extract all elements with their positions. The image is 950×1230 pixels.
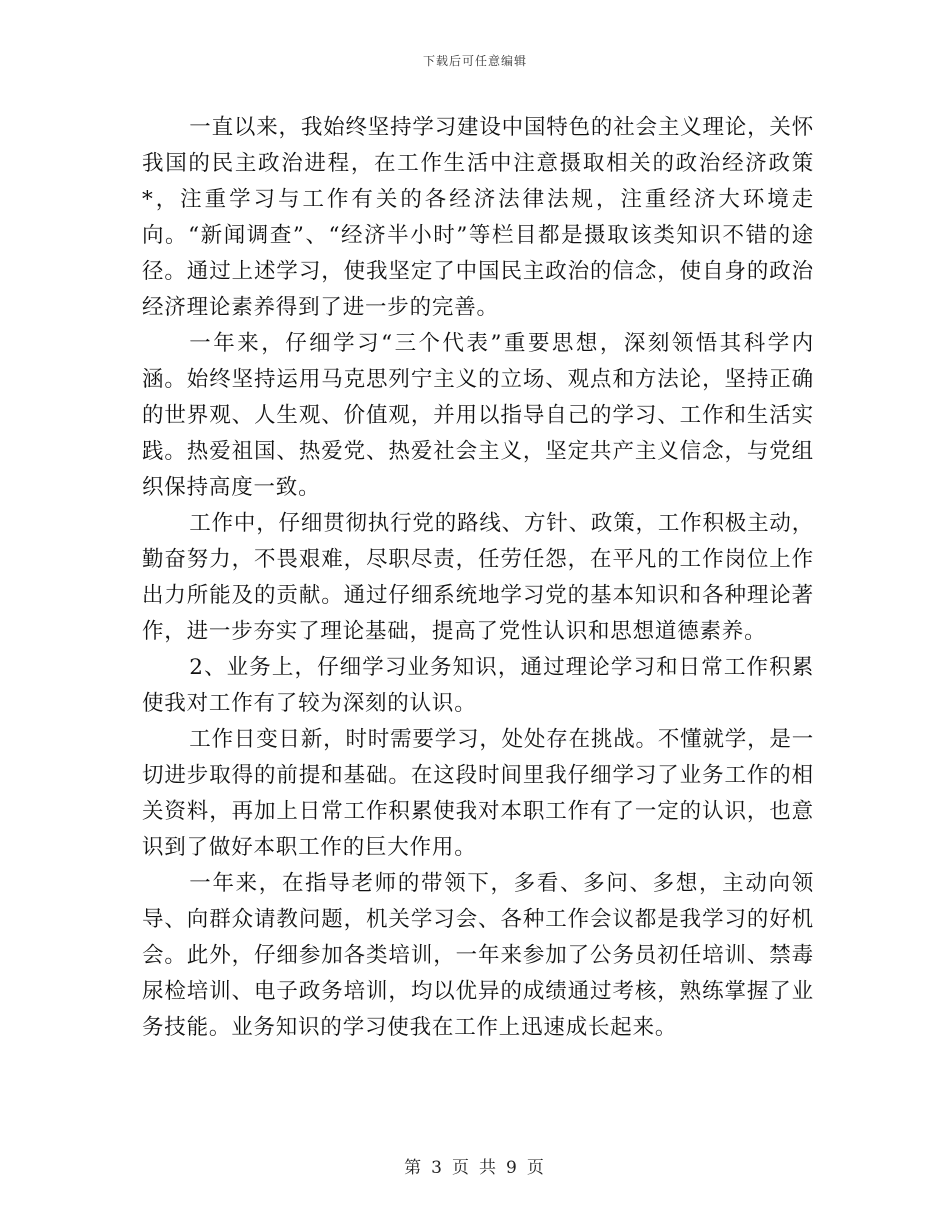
- paragraph: 工作日变日新，时时需要学习，处处存在挑战。不懂就学，是一切进步取得的前提和基础。在这段时间里我仔细学习了业务工作的相关资料，再加上日常工作积累使我对本职工作有了一定的认识，也意识到了做好本职工作的巨大作用。: [142, 727, 814, 860]
- paragraph: 一年来，在指导老师的带领下，多看、多问、多想，主动向领导、向群众请教问题，机关学习会、各种工作会议都是我学习的好机会。此外，仔细参加各类培训，一年来参加了公务员初任培训、禁毒尿检培训、电子政务培训，均以优异的成绩通过考核，熟练掌握了业务技能。业务知识的学习使我在工作上迅速成长起来。: [142, 871, 814, 1040]
- page-header: 下载后可任意编辑: [422, 54, 527, 68]
- footer-total-word: 共: [479, 1158, 498, 1178]
- footer-suffix: 页: [526, 1158, 546, 1178]
- footer-prefix: 第: [404, 1158, 424, 1178]
- paragraph: 一直以来，我始终坚持学习建设中国特色的社会主义理论，关怀我国的民主政治进程，在工作生活中注意摄取相关的政治经济政策*，注重学习与工作有关的各经济法律法规，注重经济大环境走向。“新闻调查”、“经济半小时”等栏目都是摄取该类知识不错的途径。通过上述学习，使我坚定了中国民主政治的信念，使自身的政治经济理论素养得到了进一步的完善。: [142, 115, 814, 320]
- total-pages-number: 9: [506, 1158, 519, 1178]
- paragraph: 2、业务上，仔细学习业务知识，通过理论学习和日常工作积累使我对工作有了较为深刻的认识。: [142, 655, 814, 716]
- page-footer: [0, 1153, 950, 1178]
- paragraph: 一年来，仔细学习“三个代表”重要思想，深刻领悟其科学内涵。始终坚持运用马克思列宁主义的立场、观点和方法论，坚持正确的世界观、人生观、价值观，并用以指导自己的学习、工作和生活实践。热爱祖国、热爱党、热爱社会主义，坚定共产主义信念，与党组织保持高度一致。: [142, 331, 814, 500]
- footer-page-word: 页: [452, 1158, 471, 1178]
- document-body: [142, 110, 814, 1046]
- paragraph: 工作中，仔细贯彻执行党的路线、方针、政策，工作积极主动，勤奋努力，不畏艰难，尽职尽责，任劳任怨，在平凡的工作岗位上作出力所能及的贡献。通过仔细系统地学习党的基本知识和各种理论著作，进一步夯实了理论基础，提高了党性认识和思想道德素养。: [142, 511, 814, 644]
- current-page-number: 3: [431, 1158, 444, 1178]
